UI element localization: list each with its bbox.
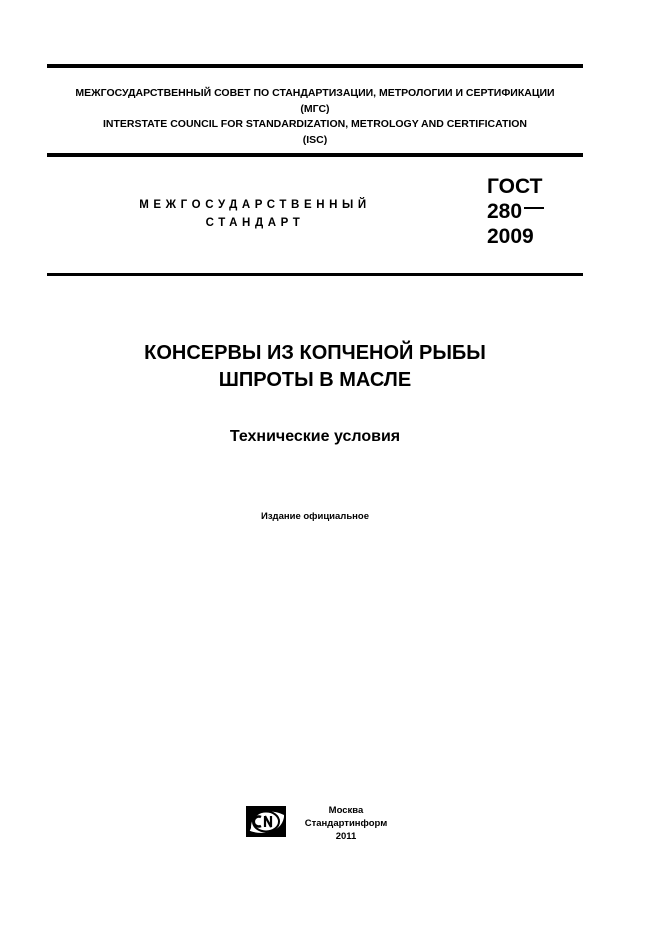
standard-designation <box>487 174 544 249</box>
council-name-en: INTERSTATE COUNCIL FOR STANDARDIZATION, METROLOGY AND CERTIFICATION <box>102 118 528 130</box>
number-dash <box>524 207 544 209</box>
council-header <box>47 86 583 148</box>
standard-code: ГОСТ <box>487 175 543 198</box>
standard-year: 2009 <box>487 225 534 248</box>
council-name-ru: МЕЖГОСУДАРСТВЕННЫЙ СОВЕТ ПО СТАНДАРТИЗАЦИИ, МЕТРОЛОГИИ И СЕРТИФИКАЦИИ <box>75 87 555 99</box>
standartinform-logo-icon <box>246 806 286 837</box>
standard-type-line2: СТАНДАРТ <box>205 217 305 229</box>
standard-number-row <box>487 199 544 224</box>
imprint-year: 2011 <box>335 831 357 842</box>
imprint-publisher: Стандартинформ <box>304 818 388 829</box>
middle-divider <box>47 153 583 157</box>
lower-divider <box>47 273 583 276</box>
standard-number: 280 <box>487 200 523 223</box>
imprint-city: Москва <box>328 805 364 816</box>
standard-type-line1: МЕЖГОСУДАРСТВЕННЫЙ <box>139 199 371 211</box>
edition-note: Издание официальное <box>261 511 369 522</box>
imprint <box>296 804 396 843</box>
document-subtitle: Технические условия <box>229 428 401 445</box>
top-divider <box>47 64 583 68</box>
document-title <box>60 340 570 394</box>
council-abbr-en: (ISC) <box>302 133 328 146</box>
title-line2: ШПРОТЫ В МАСЛЕ <box>218 369 412 391</box>
standard-type <box>120 196 390 232</box>
council-abbr-ru: (МГС) <box>300 102 330 115</box>
title-line1: КОНСЕРВЫ ИЗ КОПЧЕНОЙ РЫБЫ <box>144 342 486 364</box>
